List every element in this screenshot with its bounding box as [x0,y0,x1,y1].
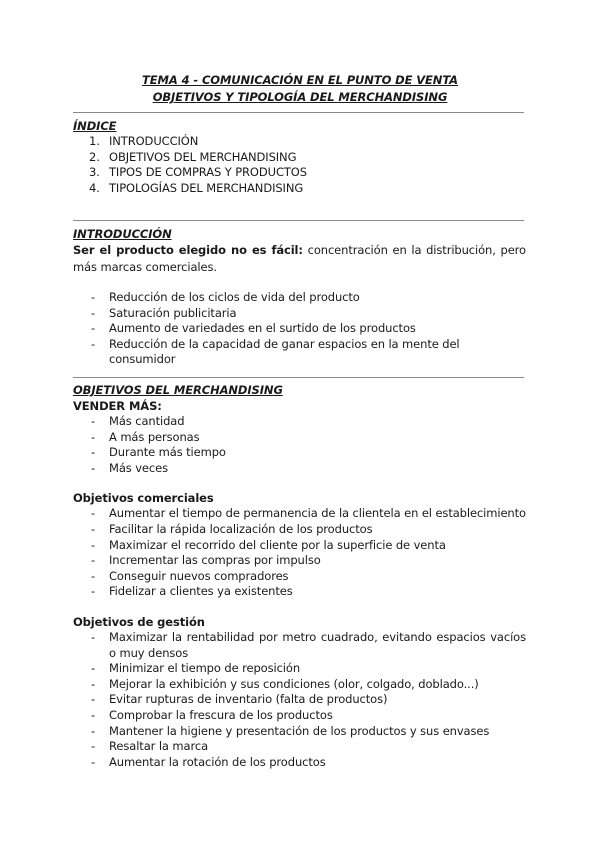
list-item: - Resaltar la marca [73,739,526,755]
list-item: - Mantener la higiene y presentación de los productos y sus envases [73,724,526,740]
document-title [0,72,600,106]
list-item: - Más cantidad [73,414,526,430]
sell-more-title: VENDER MÁS: [73,399,162,413]
commercial-list [73,506,526,600]
intro-heading: INTRODUCCIÓN [73,227,172,241]
divider [73,112,524,113]
intro-section [73,226,526,368]
commercial-title: Objetivos comerciales [73,491,214,506]
list-item: - Reducción de los ciclos de vida del producto [73,290,526,306]
list-item: - Conseguir nuevos compradores [73,569,526,585]
list-item: - Mejorar la exhibición y sus condiciones (olor, colgado, doblado...) [73,677,526,693]
title-line-2: OBJETIVOS Y TIPOLOGÍA DEL MERCHANDISING [152,90,448,104]
list-item: - Incrementar las compras por impulso [73,553,526,569]
list-item: - Comprobar la frescura de los productos [73,708,526,724]
index-item: 3. TIPOS DE COMPRAS Y PRODUCTOS [89,165,307,180]
list-item: - Aumento de variedades en el surtido de los productos [73,321,526,337]
list-item: - Minimizar el tiempo de reposición [73,661,526,677]
list-item: - Durante más tiempo [73,445,526,461]
list-item: - Fidelizar a clientes ya existentes [73,584,526,600]
list-item: - A más personas [73,430,526,446]
divider [73,220,524,221]
sell-more-list [73,414,526,476]
list-item: - Facilitar la rápida localización de los productos [73,522,526,538]
index-section [73,118,526,196]
list-item: - Saturación publicitaria [73,306,526,322]
divider [73,377,524,378]
management-title: Objetivos de gestión [73,614,205,629]
list-item: - Evitar rupturas de inventario (falta de productos) [73,692,526,708]
index-list [73,134,526,196]
intro-paragraph: Ser el producto elegido no es fácil: concentración en la distribución, pero más marcas comerciales. [73,243,526,274]
index-item: 4. TIPOLOGÍAS DEL MERCHANDISING [89,180,304,195]
index-item: 1. INTRODUCCIÓN [89,134,199,148]
index-item: 2. OBJETIVOS DEL MERCHANDISING [89,149,297,164]
list-item: - Maximizar el recorrido del cliente por la superficie de venta [73,538,526,554]
management-list [73,630,526,770]
list-item: - Aumentar la rotación de los productos [73,755,526,771]
list-item: - Reducción de la capacidad de ganar espacios en la mente del consumidor [73,337,526,368]
title-line-1: TEMA 4 - COMUNICACIÓN EN EL PUNTO DE VENTA [142,73,458,87]
objectives-section [73,382,526,770]
intro-list [73,290,526,368]
list-item: - Maximizar la rentabilidad por metro cuadrado, evitando espacios vacíos o muy densos [73,630,526,661]
list-item: - Aumentar el tiempo de permanencia de la clientela en el establecimiento [73,506,526,522]
list-item: - Más veces [73,461,526,477]
objectives-heading: OBJETIVOS DEL MERCHANDISING [73,383,283,397]
index-heading: ÍNDICE [73,119,117,133]
